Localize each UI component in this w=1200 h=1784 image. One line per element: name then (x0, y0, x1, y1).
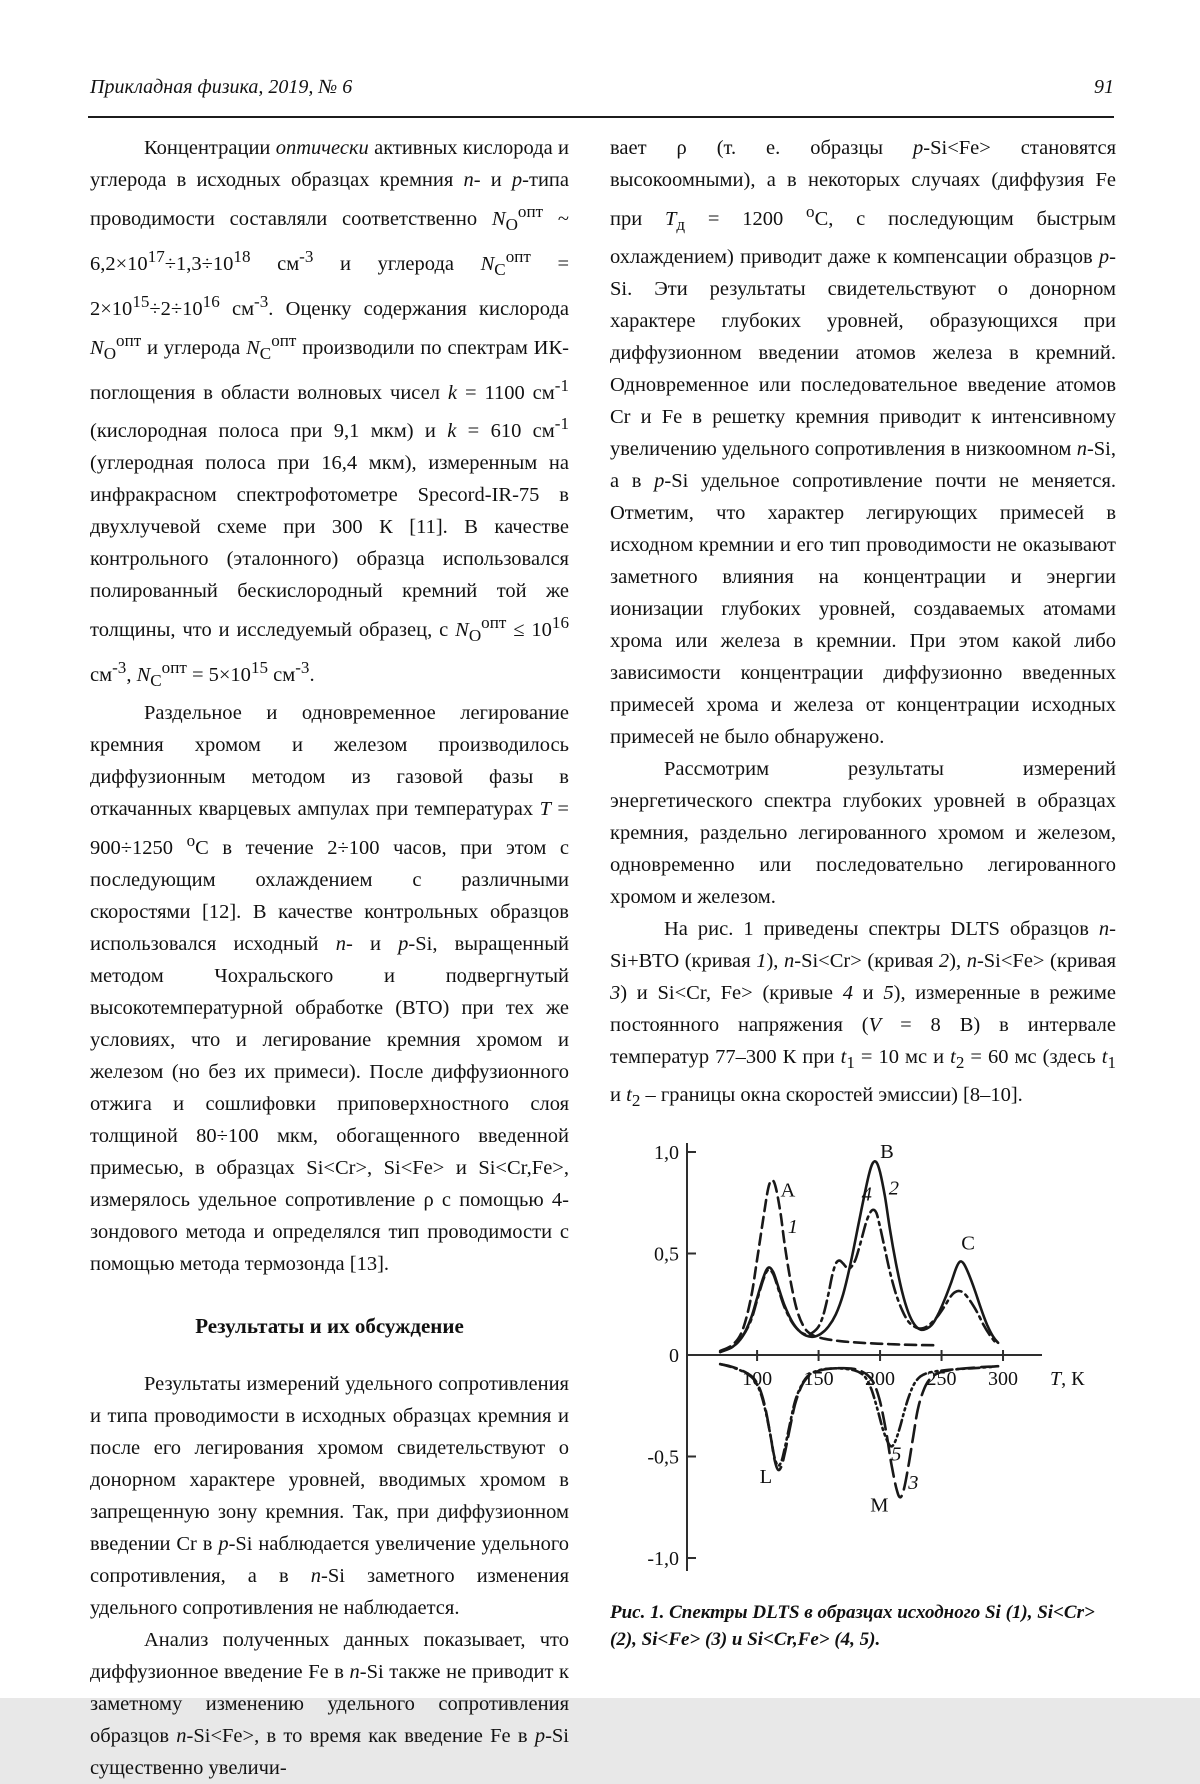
curve-label-B: B (880, 1141, 894, 1164)
curve-label-5: 5 (891, 1443, 902, 1466)
paragraph: Результаты измерений удельного сопротивления и типа проводимости в исходных образцах кремния и после его легирования хромом свидетельствуют о донорном характере уровней, вводимых хромом в запрещенную зону кремния. Так, при диффузионном введении Cr в p-Si наблюдается увеличение удельного сопротивления, а в n-Si заметного изменения удельного сопротивления не наблюдается. (90, 1372, 569, 1619)
paragraph: Рассмотрим результаты измерений энергетического спектра глубоких уровней в образцах кремния, раздельно легированного хромом и железом, одновременно или последовательно легированного хромом и железом. (610, 757, 1116, 908)
curve-label-A: A (780, 1179, 796, 1202)
y-tick-label: 0,5 (654, 1243, 679, 1266)
curve-label-3: 3 (908, 1472, 919, 1495)
page-header (90, 76, 1114, 99)
y-tick-label: 1,0 (654, 1142, 679, 1165)
curve-label-2: 2 (888, 1177, 899, 1200)
paragraph: вает ρ (т. е. образцы p-Si<Fe> становятся высокоомными), а в некоторых случаях (диффузия Fe при $T_д = 1200$ $^о$С, с последующим быстрым охлаждением) приводит даже к компенсации образцов p-Si. Эти результаты свидетельствуют о донорном характере глубоких уровней, образующихся при диффузионном введении атомов железа в кремний. Одновременное или последовательное введение атомов Cr и Fe в решетку кремния приводит к интенсивному увеличению удельного сопротивления в низкоомном n-Si, а в p-Si удельное сопротивление почти не меняется. Отметим, что характер легирующих примесей в исходном кремнии и его тип проводимости не оказывают заметного влияния на концентрации и энергии ионизации глубоких уровней, создаваемых атомами хрома или железа в кремнии. При этом какой либо зависимости концентрации диффузионно введенных примесей хрома и железа от концентрации исходных примесей не было обнаружено. (610, 137, 1117, 748)
paragraph: На рис. 1 приведены спектры DLTS образцов n-Si+ВТО (кривая 1), n-Si<Cr> (кривая 2), n-Si<Fe> (кривая 3) и Si<Cr, Fe> (кривые 4 и 5), измеренные в режиме постоянного напряжения (V = 8 В) в интервале температур 77–300 К при $t_1 = 10$ мс и $t_2 = 60$ мс (здесь $t_1$ и $t_2$ – границы окна скоростей эмиссии) [8–10]. (610, 917, 1117, 1111)
y-tick-label: -0,5 (647, 1446, 679, 1469)
article-body (90, 132, 1116, 1784)
left-column (90, 132, 569, 1784)
paragraph: Концентрации оптически активных кислорода и углерода в исходных образцах кремния n- и p-типа проводимости составляли соответственно $N_О^{опт}$ ~ $6,2\times 10^{17}\div 1,3\div 10^{18}$ $см^{-3}$ и углерода $N_С^{опт} = 2\times 10^{15}\div 2\div 10^{16}$ $см^{-3}$. Оценку содержания кислорода $N_О^{опт}$ и углерода $N_С^{опт}$ производили по спектрам ИК-поглощения в области волновых чисел k = 1100 $см^{-1}$ (кислородная полоса при 9,1 мкм) и k = 610 $см^{-1}$ (углеродная полоса при 16,4 мкм), измеренным на инфракрасном спектрофотометре Specord-IR-75 в двухлучевой схеме при 300 К [11]. В качестве контрольного (эталонного) образца использовался полированный бескислородный кремний той же толщины, что и исследуемый образец, с $N_О^{опт} \le 10^{16}$ $см^{-3}$, $N_С^{опт} = 5\times 10^{15}$ $см^{-3}$. (90, 137, 570, 691)
right-column (610, 132, 1116, 1784)
page-number: 91 (1094, 76, 1114, 98)
figure-caption: Рис. 1. Спектры DLTS в образцах исходного Si (1), Si<Cr> (2), Si<Fe> (3) и Si<Cr,Fe> (4, 5). (610, 1602, 1095, 1651)
figure-1 (610, 1135, 1116, 1653)
curve-label-1: 1 (787, 1216, 799, 1239)
journal-title: Прикладная физика, 2019, № 6 (90, 76, 353, 98)
section-heading: Результаты и их обсуждение (195, 1313, 464, 1338)
x-tick-label: 300 (988, 1368, 1019, 1391)
header-rule (88, 116, 1114, 118)
x-axis-label: T, К (1050, 1368, 1085, 1391)
dlts-chart (610, 1135, 1116, 1587)
y-tick-label: 0 (669, 1345, 679, 1368)
x-tick-label: 250 (926, 1368, 957, 1391)
x-tick-label: 200 (865, 1368, 896, 1391)
series-2 (720, 1161, 998, 1352)
x-tick-label: 150 (803, 1368, 834, 1391)
curve-label-4: 4 (861, 1183, 872, 1206)
curve-label-L: L (759, 1466, 773, 1489)
curve-label-C: C (961, 1232, 975, 1255)
paragraph: Раздельное и одновременное легирование кремния хромом и железом производилось диффузионным методом из газовой фазы в откачанных кварцевых ампулах при температурах T = 900÷1250 $^о$С в течение 2÷100 часов, при этом с последующим охлаждением с различными скоростями [12]. В качестве контрольных образцов использовался исходный n- и p-Si, выращенный методом Чохральского и подвергнутый высокотемпературной обработке (ВТО) при тех же условиях, что и легирование кремния хромом и железом (но без их примеси). После диффузионного отжига и сошлифовки приповерхностного слоя толщиной 80÷100 мкм, обогащенного введенной примесью, в образцах Si<Cr>, Si<Fe> и Si<Cr,Fe>, измерялось удельное сопротивление ρ с помощью 4-зондового метода и определялся тип проводимости с помощью метода термозонда [13]. (90, 702, 569, 1275)
paragraph: Анализ полученных данных показывает, что диффузионное введение Fe в n-Si также не приводит к заметному изменению удельного сопротивления образцов n-Si<Fe>, в то время как введение Fe в p-Si существенно увеличи- (90, 1628, 570, 1779)
y-tick-label: -1,0 (647, 1548, 679, 1571)
x-tick-label: 100 (742, 1368, 773, 1391)
curve-label-M: M (870, 1494, 889, 1517)
